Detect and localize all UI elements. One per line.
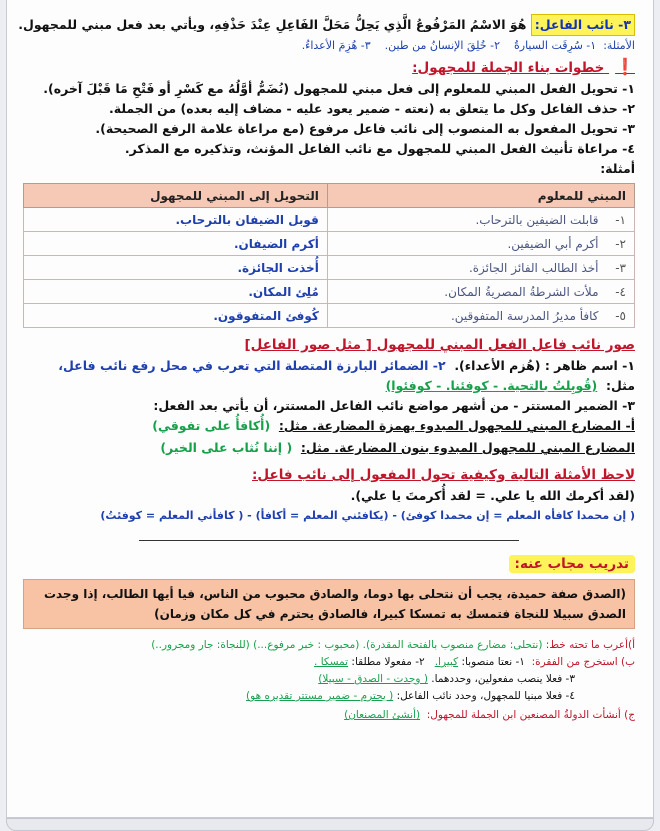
naib-definition-line: [18, 14, 635, 36]
exercise-passage: (الصدق صفة حميدة، يجب أن نتحلى بها دوما، والصادق محبوب من الناس، فيا أيها الطالب، إذا وجدت الصدق سبيلا للنجاة فتمسك به تمسكا كبيرا، فالصادق يحترم في كل مكان وزمان): [23, 579, 635, 629]
active-cell: ملأت الشرطةُ المصريةُ المكان.: [327, 280, 606, 304]
q2-2: ٢- مفعولا مطلقا:: [351, 656, 425, 668]
q1-label: أ)أعرب ما تحته خط:: [545, 639, 635, 651]
forms-example-label: مثل:: [606, 378, 635, 393]
exercise-title: تدريب مجاب عنه:: [509, 555, 635, 573]
passive-cell: أكرم الضيفان.: [24, 232, 328, 256]
exclamation-icon: ❗: [615, 57, 635, 76]
note-heading: لاحظ الأمثلة التالية وكيفية تحول المفعول إلى نائب فاعل:: [252, 467, 635, 483]
passive-cell: كُوفئ المتفوقون.: [24, 304, 328, 328]
steps-title: خطوات بناء الجملة للمجهول:: [412, 60, 605, 76]
question-1: [23, 637, 635, 654]
steps-heading: [23, 56, 635, 79]
active-cell: قابلت الضيفين بالترحاب.: [327, 208, 606, 232]
page-bottom-edge: [6, 818, 654, 831]
note-line-2: ( إن محمدا كافأه المعلم = إن محمدا كوفئ) - (يكافئني المعلم = أكافأ) - ( كافأني المعلم = كوفئتُ): [100, 509, 635, 522]
q2-4: ٤- فعلا مبنيا للمجهول، وحدد نائب الفاعل:: [396, 690, 575, 702]
table-row: [24, 304, 635, 328]
question-2-3: [23, 671, 635, 688]
passive-cell: قوبل الضيفان بالترحاب.: [24, 208, 328, 232]
step-2: ٢- حذف الفاعل وكل ما يتعلق به (نعته - ضمير يعود عليه - مضاف إليه بعده) من الجملة.: [108, 101, 635, 116]
forms-b-text: المضارع المبني للمجهول المبدوء بنون المضارعة. مثل:: [300, 440, 635, 455]
row-number: ٣-: [607, 256, 635, 280]
row-number: ٤-: [607, 280, 635, 304]
q2-2-answer: تمسكا .: [314, 656, 349, 668]
q2-label: ب) استخرج من الفقرة:: [531, 656, 635, 668]
q2-3-answer: ( وجدت - الصدق - سبيلا): [318, 673, 428, 685]
table-header-row: [24, 184, 635, 208]
question-2: [23, 654, 635, 671]
step-4: ٤- مراعاة تأنيث الفعل المبني للمجهول مع نائب الفاعل المؤنث، وتذكيره مع المذكر.: [124, 141, 635, 156]
active-cell: أكرم أبي الضيفين.: [327, 232, 606, 256]
conversion-table: [23, 183, 635, 328]
forms-b-example: ( إننا نُثاب على الخير): [160, 440, 293, 455]
forms-example-values: (قُوبِلتُ بالتحية. - كوفئنا. - كوفئوا): [385, 378, 598, 393]
naib-examples-label: الأمثلة:: [603, 39, 635, 52]
q1-answer: (نتحلى: مضارع منصوب بالفتحة المقدرة). (محبوب : خبر مرفوع...) (للنجاة: جار ومجرور..): [151, 639, 543, 651]
row-number: ٥-: [607, 304, 635, 328]
row-number: ٢-: [607, 232, 635, 256]
forms-item-3: ٣- الضمير المستتر - من أشهر مواضع نائب الفاعل المستتر، أن يأتي بعد الفعل:: [153, 398, 635, 413]
step-3: ٣- تحويل المفعول به المنصوب إلى نائب فاعل مرفوع (مع مراعاة علامة الرفع الصحيحة).: [95, 121, 635, 136]
active-cell: أخذ الطالب الفائز الجائزة.: [327, 256, 606, 280]
naib-example-3: ٣- هُزِمَ الأعداءُ.: [301, 39, 371, 52]
forms-a-example: (أُكافأُ على تفوقي): [152, 418, 271, 433]
exercise-heading: [23, 553, 635, 573]
naib-example-1: ١- سُرِقَت السيارةُ: [514, 39, 597, 52]
naib-title: ٣- نائب الفاعل:: [531, 14, 635, 36]
table-row: [24, 280, 635, 304]
q3-label: ج) أنشأت الدولةُ المصنعين ابن الجملة للمجهول:: [426, 709, 635, 721]
q3-answer: (أنشئ المصنعان): [344, 709, 421, 721]
naib-definition: هُوَ الاسْمُ المَرْفُوعُ الَّذِي يَحِلُّ مَحَلَّ الفَاعِلِ عِنْدَ حَذْفِهِ، ويأتي بعد فعل مبني للمجهول.: [18, 17, 527, 32]
forms-heading: صور نائب فاعل الفعل المبني للمجهول [ مثل صور الفاعل]: [244, 337, 635, 353]
naib-example-2: ٢- خُلِقَ الإنسانُ من طين.: [384, 39, 500, 52]
naib-examples-line: [23, 36, 635, 56]
forms-a-text: أ- المضارع المبني للمجهول المبدوء بهمزة المضارعة. مثل:: [278, 418, 635, 433]
forms-example-line: [23, 376, 635, 396]
table-row: [24, 232, 635, 256]
forms-a-line: [23, 416, 635, 436]
forms-item-1: ١- اسم ظاهر : (هُزم الأعداء).: [454, 358, 635, 373]
note-line-1: (لقد أكرمك الله يا علي. = لقد أُكرمتَ يا علي).: [350, 488, 635, 503]
q2-3: ٣- فعلا ينصب مفعولين، وحددهما.: [431, 673, 575, 685]
row-number: ١-: [607, 208, 635, 232]
step-1: ١- تحويل الفعل المبني للمعلوم إلى فعل مبني للمجهول (نُضَمُّ أوَّلُهُ مع كَسْرِ أو فَتْحِ مَا قَبْلَ آخره).: [43, 81, 635, 96]
worksheet-page: [6, 0, 654, 818]
question-2-4: [23, 688, 635, 705]
table-row: [24, 208, 635, 232]
q2-4-answer: ( يحترم - ضمير مستتر تقديره هو): [246, 690, 394, 702]
forms-item-1-2: [23, 356, 635, 376]
forms-item-2: ٢- الضمائر البارزة المتصلة التي تعرب في محل رفع نائب فاعل،: [58, 358, 446, 373]
q2-1-answer: كبيرا.: [434, 656, 459, 668]
q2-1: ١- نعتا منصوبا:: [461, 656, 525, 668]
forms-b-line: [23, 438, 635, 458]
header-active: المبني للمعلوم: [327, 184, 634, 208]
table-row: [24, 256, 635, 280]
section-divider: [139, 540, 519, 541]
question-3: [23, 707, 635, 724]
active-cell: كافأ مديرُ المدرسة المتفوقين.: [327, 304, 606, 328]
steps-examples-label: أمثلة:: [600, 161, 635, 176]
passive-cell: أُخذت الجائزة.: [24, 256, 328, 280]
header-passive: التحويل إلى المبني للمجهول: [24, 184, 328, 208]
passive-cell: مُلِئ المكان.: [24, 280, 328, 304]
